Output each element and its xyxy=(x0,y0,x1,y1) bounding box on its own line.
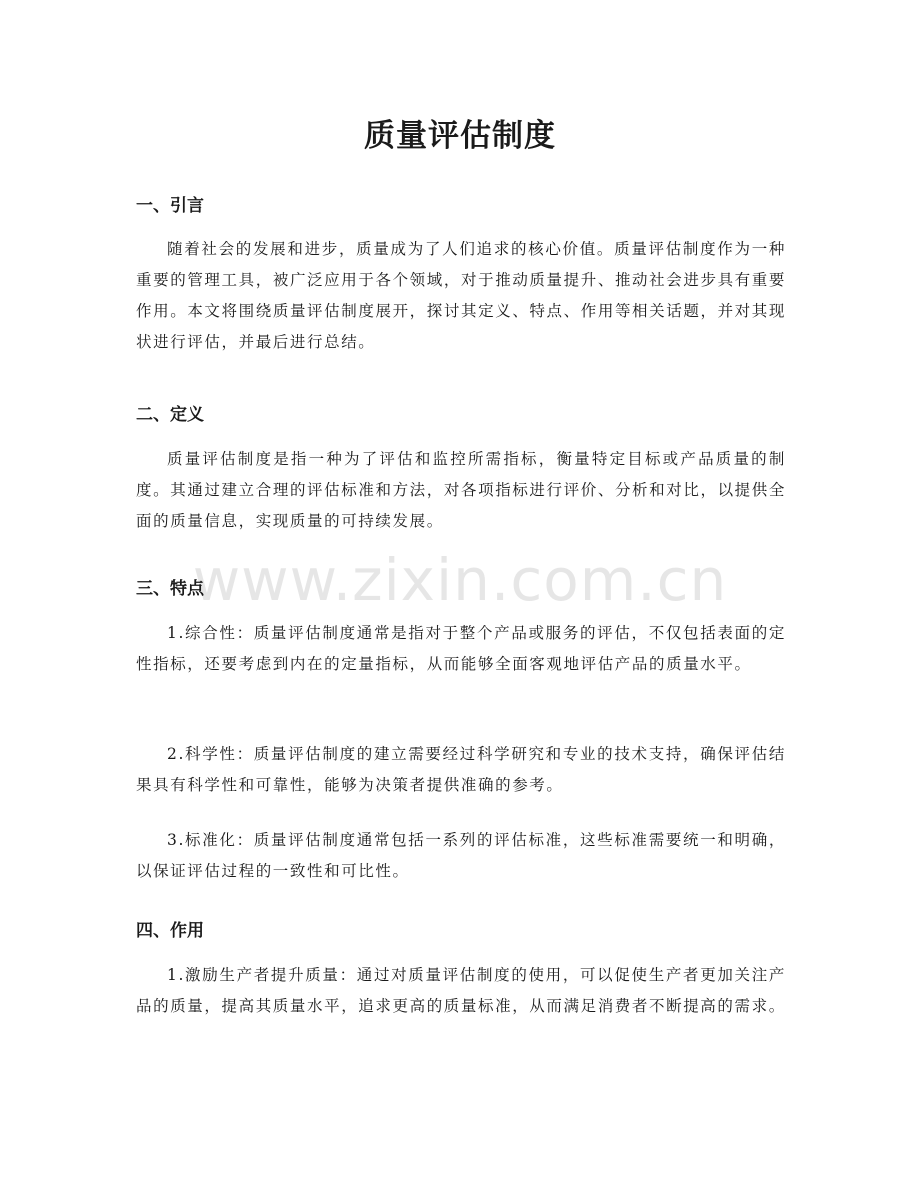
section-heading-features: 三、特点 xyxy=(136,579,204,599)
paragraph-function-incentive: 1.激励生产者提升质量：通过对质量评估制度的使用，可以促使生产者更加关注产品的质量，提高其质量水平，追求更高的质量标准，从而满足消费者不断提高的需求。 xyxy=(136,966,786,1015)
paragraph-feature-scientific: 2.科学性：质量评估制度的建立需要经过科学研究和专业的技术支持，确保评估结果具有科学性和可靠性，能够为决策者提供准确的参考。 xyxy=(136,745,786,794)
paragraph-introduction: 随着社会的发展和进步，质量成为了人们追求的核心价值。质量评估制度作为一种重要的管理工具，被广泛应用于各个领域，对于推动质量提升、推动社会进步具有重要作用。本文将围绕质量评估制度展开，探讨其定义、特点、作用等相关话题，并对其现状进行评估，并最后进行总结。 xyxy=(136,240,786,351)
watermark: www.zixin.com.cn xyxy=(192,546,728,614)
document-title: 质量评估制度 xyxy=(364,118,556,154)
paragraph-feature-comprehensive: 1.综合性：质量评估制度通常是指对于整个产品或服务的评估，不仅包括表面的定性指标，还要考虑到内在的定量指标，从而能够全面客观地评估产品的质量水平。 xyxy=(136,624,786,673)
paragraph-feature-standardized: 3.标准化：质量评估制度通常包括一系列的评估标准，这些标准需要统一和明确，以保证评估过程的一致性和可比性。 xyxy=(136,831,786,880)
section-heading-introduction: 一、引言 xyxy=(136,196,204,216)
section-heading-definition: 二、定义 xyxy=(136,405,204,425)
section-heading-function: 四、作用 xyxy=(136,921,204,941)
paragraph-definition: 质量评估制度是指一种为了评估和监控所需指标，衡量特定目标或产品质量的制度。其通过建立合理的评估标准和方法，对各项指标进行评价、分析和对比，以提供全面的质量信息，实现质量的可持续发展。 xyxy=(136,450,786,530)
